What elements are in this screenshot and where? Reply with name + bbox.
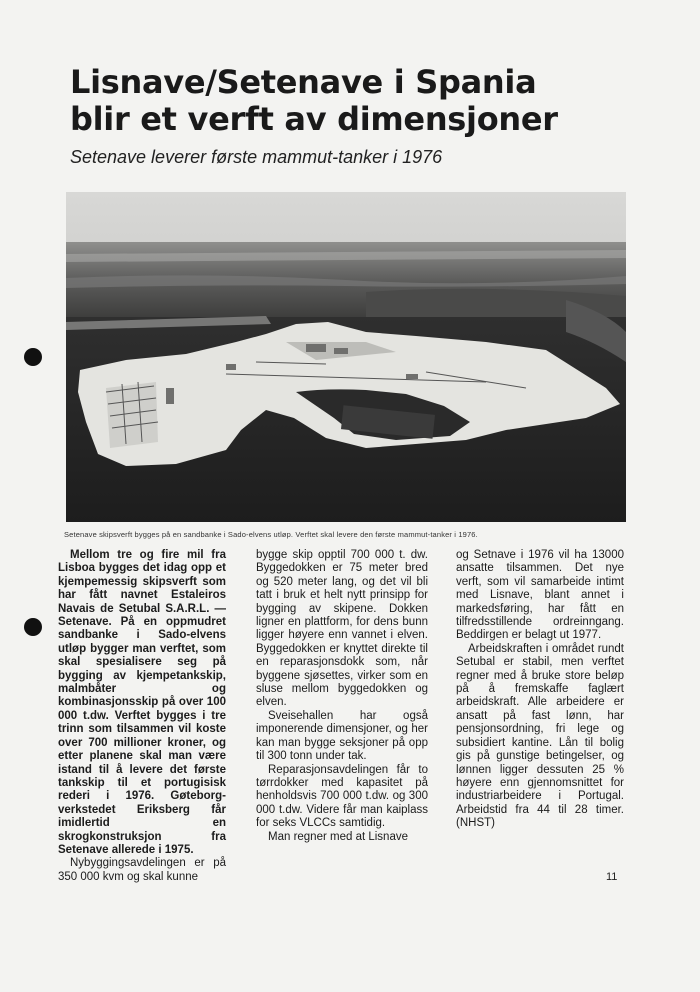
column-3 <box>456 549 624 831</box>
page-number: 11 <box>606 871 618 883</box>
title-line-2: blir et verft av dimensjoner <box>70 100 558 138</box>
column-1 <box>58 549 226 884</box>
column-2 <box>256 549 428 844</box>
paragraph: Nybyggingsavdelingen er på 350 000 kvm og skal kunne <box>58 857 226 883</box>
lead-paragraph: Mellom tre og fire mil fra Lisboa bygges det idag opp et kjempemessig skipsverft som har fått navnet Estaleiros Navais de Setubal S.A.R.L. — Setenave. På en oppmudret sandbanke i Sado-elvens utløp bygger man verftet, som skal spesialisere seg på bygging av kjempetankskip, malmbåter og kombinasjonsskip på over 100 000 t.dw. Verftet bygges i tre trinn som tilsammen vil koste over 700 millioner kroner, og etter planene skal man være istand til å levere det første tankskip til et portugisisk rederi i 1976. Gøteborg-verkstedet Eriksberg får imidlertid en skrogkonstruksjon fra Setenave allerede i 1975. <box>58 549 226 856</box>
article-title <box>70 64 630 138</box>
punch-hole-upper <box>24 348 42 366</box>
photo-caption: Setenave skipsverft bygges på en sandbanke i Sado-elvens utløp. Verftet skal levere den første mammut-tanker i 1976. <box>64 530 478 539</box>
title-line-1: Lisnave/Setenave i Spania <box>70 63 537 101</box>
shipyard-aerial-photo <box>66 192 626 522</box>
punch-hole-lower <box>24 618 42 636</box>
paragraph: bygge skip opptil 700 000 t. dw. Byggedokken er 75 meter bred og 520 meter lang, og det vil bli tatt i bruk et helt nytt prinsipp for bygging av skipene. Dokken ligner en plattform, for dens bunn ligger høyere enn vannet i elven. Byggedokken er knyttet direkte til en reparasjonsdokk som, når byggene sjøsettes, virker som en sluse mellom byggedokken og elven. <box>256 549 428 709</box>
paragraph: Man regner med at Lisnave <box>268 830 408 843</box>
paragraph: Arbeidskraften i området rundt Setubal er stabil, men verftet regner med å bruke store beløp på å fremskaffe faglært arbeidskraft. Alle arbeidere er ansatt på fast lønn, har pensjonsordning, fri lege og subsidiert kantine. Lån til bolig gis på gunstige betingelser, og lønnen ligger dessuten 25 % høyere enn gjennomsnittet for industriarbeidere i Portugal. Arbeidstid fra 44 til 28 timer. (NHST) <box>456 642 624 830</box>
paragraph: Reparasjonsavdelingen får to tørrdokker med kapasitet på henholdsvis 700 000 t.dw. og 300 000 t.dw. Videre får man kaiplass for seks VLCCs samtidig. <box>256 763 428 830</box>
article-subtitle: Setenave leverer første mammut-tanker i 1976 <box>70 147 443 167</box>
paragraph: Sveisehallen har også imponerende dimensjoner, og her kan man bygge seksjoner på opp til 300 tonn under tak. <box>256 709 428 763</box>
paragraph: og Setnave i 1976 vil ha 13000 ansatte tilsammen. Det nye verft, som vil samarbeide intimt med Lisnave, blant annet i markedsføring, har fått en tilfredsstillende ordreinngang. Beddirgen er belagt ut 1977. <box>456 549 624 642</box>
